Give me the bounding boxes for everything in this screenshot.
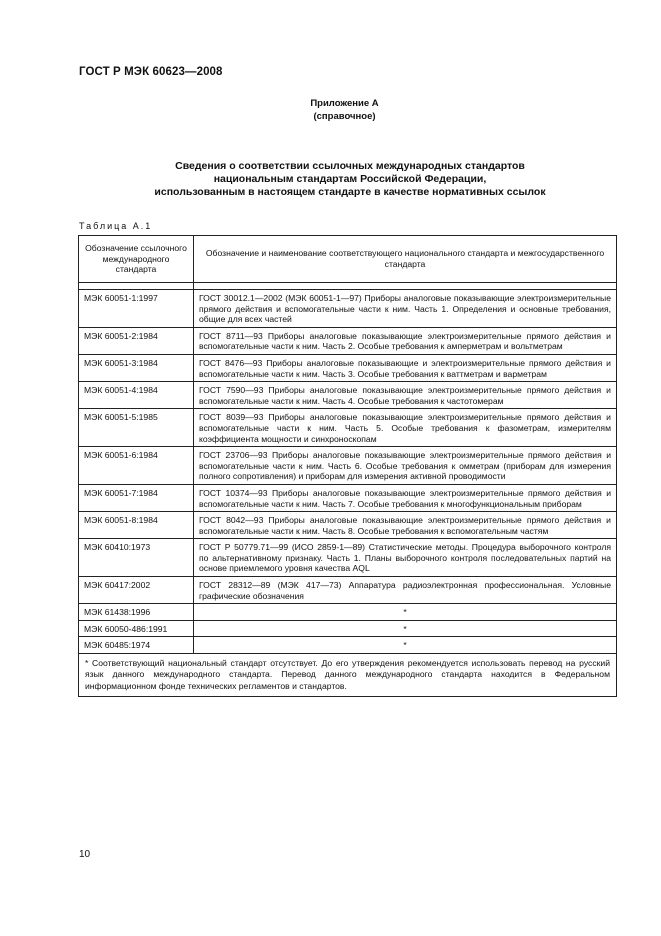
national-standard-cell: * (194, 620, 617, 637)
table-header-row (79, 236, 617, 283)
section-title-line: национальным стандартам Российской Федерации, (213, 173, 487, 185)
table-row (79, 512, 617, 539)
intl-standard-cell: МЭК 60485:1974 (79, 637, 194, 654)
appendix-subtitle: (справочное) (313, 111, 376, 122)
table-footnote: * Соответствующий национальный стандарт отсутствует. До его утверждения рекомендуется использовать перевод на русский язык данного международного стандарта. Перевод данного международного стандарта находится в Федеральном информационном фонде технических регламентов и стандартов. (79, 654, 617, 697)
table-row (79, 447, 617, 485)
standards-table (78, 235, 617, 697)
spacer-cell (79, 283, 194, 290)
section-title-line: использованным в настоящем стандарте в качестве нормативных ссылок (154, 186, 546, 198)
national-standard-cell: ГОСТ 23706—93 Приборы аналоговые показывающие электроизмерительные прямого действия и вспомогательные части к ним. Часть 6. Особые требования к омметрам (приборам для измерения полного сопротивления) и приборам для измерения активной проводимости (194, 447, 617, 485)
national-standard-cell: * (194, 604, 617, 621)
national-standard-cell: ГОСТ 7590—93 Приборы аналоговые показывающие электроизмерительные прямого действия и вспомогательные части к ним. Часть 4. Особые требования к частотомерам (194, 382, 617, 409)
spacer-cell (194, 283, 617, 290)
national-standard-cell: ГОСТ 8042—93 Приборы аналоговые показывающие электроизмерительные прямого действия и вспомогательные части к ним. Часть 8. Особые требования к вспомогательным частям (194, 512, 617, 539)
table-row (79, 409, 617, 447)
national-standard-cell: ГОСТ 8476—93 Приборы аналоговые показывающие и электроизмерительные прямого действия и вспомогательные части к ним. Часть 3. Особые требования к ваттметрам и варметрам (194, 354, 617, 381)
national-standard-cell: ГОСТ 30012.1—2002 (МЭК 60051-1—97) Приборы аналоговые показывающие электроизмерительные прямого действия и вспомогательные части к ним. Часть 1. Определения и основные требования, общие для всех частей (194, 290, 617, 328)
national-standard-cell: ГОСТ 8039—93 Приборы аналоговые показывающие электроизмерительные прямого действия и вспомогательные части к ним. Часть 5. Особые требования к фазометрам, измерителям коэффициента мощности и синхроноскопам (194, 409, 617, 447)
national-standard-cell: ГОСТ 10374—93 Приборы аналоговые показывающие электроизмерительные прямого действия и вспомогательные части к ним. Часть 7. Особые требования к многофункциональным приборам (194, 484, 617, 511)
intl-standard-cell: МЭК 60051-2:1984 (79, 327, 194, 354)
column-header: Обозначение ссылочного международного стандарта (79, 236, 194, 283)
table-row (79, 637, 617, 654)
intl-standard-cell: МЭК 60051-1:1997 (79, 290, 194, 328)
intl-standard-cell: МЭК 60051-8:1984 (79, 512, 194, 539)
table-row (79, 620, 617, 637)
table-footnote-row (79, 654, 617, 697)
national-standard-cell: ГОСТ 28312—89 (МЭК 417—73) Аппаратура радиоэлектронная профессиональная. Условные графические обозначения (194, 577, 617, 604)
table-spacer-row (79, 283, 617, 290)
intl-standard-cell: МЭК 60417:2002 (79, 577, 194, 604)
national-standard-cell: ГОСТ 8711—93 Приборы аналоговые показывающие электроизмерительные прямого действия и вспомогательные части к ним. Часть 2. Особые требования к амперметрам и вольтметрам (194, 327, 617, 354)
table-row (79, 604, 617, 621)
column-header: Обозначение и наименование соответствующего национального стандарта и межгосударственного стандарта (194, 236, 617, 283)
appendix-title: Приложение А (310, 98, 379, 109)
table-row (79, 327, 617, 354)
intl-standard-cell: МЭК 60051-7:1984 (79, 484, 194, 511)
page-number: 10 (79, 849, 91, 860)
section-title (100, 160, 600, 199)
intl-standard-cell: МЭК 61438:1996 (79, 604, 194, 621)
national-standard-cell: * (194, 637, 617, 654)
national-standard-cell: ГОСТ Р 50779.71—99 (ИСО 2859-1—89) Статистические методы. Процедура выборочного контроля по альтернативному признаку. Часть 1. Планы выборочного контроля последовательных партий на основе приемлемого уровня качества AQL (194, 539, 617, 577)
intl-standard-cell: МЭК 60410:1973 (79, 539, 194, 577)
table-row (79, 290, 617, 328)
section-title-line: Сведения о соответствии ссылочных международных стандартов (175, 160, 525, 172)
intl-standard-cell: МЭК 60051-5:1985 (79, 409, 194, 447)
document-code: ГОСТ Р МЭК 60623—2008 (79, 66, 223, 78)
intl-standard-cell: МЭК 60050-486:1991 (79, 620, 194, 637)
table-row (79, 484, 617, 511)
table-row (79, 354, 617, 381)
appendix-heading (0, 97, 661, 123)
table-row (79, 382, 617, 409)
table-row (79, 539, 617, 577)
intl-standard-cell: МЭК 60051-4:1984 (79, 382, 194, 409)
intl-standard-cell: МЭК 60051-3:1984 (79, 354, 194, 381)
table-label: Таблица А.1 (79, 221, 153, 231)
intl-standard-cell: МЭК 60051-6:1984 (79, 447, 194, 485)
table-row (79, 577, 617, 604)
